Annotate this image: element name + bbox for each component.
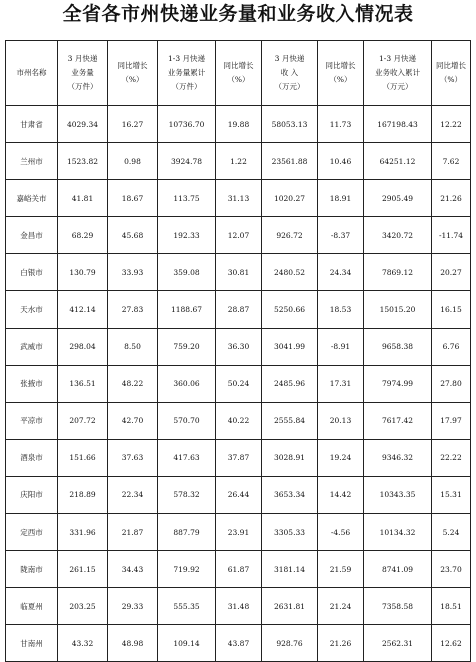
column-header-line: 同比增长	[223, 61, 254, 70]
value-cell: 23.91	[216, 514, 262, 551]
value-cell: 7358.58	[364, 588, 432, 625]
region-name-cell: 天水市	[6, 291, 58, 328]
column-header	[108, 41, 158, 106]
value-cell: 40.22	[216, 402, 262, 439]
column-header-line: （%）	[439, 75, 463, 84]
column-header	[58, 41, 108, 106]
value-cell: 412.14	[58, 291, 108, 328]
value-cell: 12.07	[216, 217, 262, 254]
region-name-cell: 武威市	[6, 328, 58, 365]
value-cell: 2485.96	[262, 365, 318, 402]
value-cell: 9658.38	[364, 328, 432, 365]
value-cell: 16.15	[432, 291, 471, 328]
value-cell: 22.34	[108, 476, 158, 513]
value-cell: 3305.33	[262, 514, 318, 551]
value-cell: 926.72	[262, 217, 318, 254]
table-row	[6, 514, 471, 551]
value-cell: 21.87	[108, 514, 158, 551]
value-cell: 9346.32	[364, 439, 432, 476]
value-cell: 218.89	[58, 476, 108, 513]
value-cell: 17.97	[432, 402, 471, 439]
value-cell: 15015.20	[364, 291, 432, 328]
value-cell: 10.46	[318, 143, 364, 180]
value-cell: 48.98	[108, 625, 158, 662]
value-cell: 45.68	[108, 217, 158, 254]
value-cell: 33.93	[108, 254, 158, 291]
value-cell: 1523.82	[58, 143, 108, 180]
value-cell: 64251.12	[364, 143, 432, 180]
value-cell: 2562.31	[364, 625, 432, 662]
value-cell: 12.62	[432, 625, 471, 662]
value-cell: 61.87	[216, 551, 262, 588]
value-cell: 37.87	[216, 439, 262, 476]
value-cell: 41.81	[58, 180, 108, 217]
column-header-line: 1-3 月快递	[379, 54, 416, 63]
value-cell: 21.24	[318, 588, 364, 625]
table-row	[6, 328, 471, 365]
table-row	[6, 291, 471, 328]
value-cell: 30.81	[216, 254, 262, 291]
column-header-line: 市州名称	[16, 68, 47, 77]
column-header-line: （万元）	[274, 82, 305, 91]
value-cell: 17.31	[318, 365, 364, 402]
value-cell: 359.08	[158, 254, 216, 291]
column-header-line: 3 月快递	[274, 54, 305, 63]
region-name-cell: 甘南州	[6, 625, 58, 662]
value-cell: 20.13	[318, 402, 364, 439]
column-header-line: 同比增长	[117, 61, 148, 70]
column-header-line: （万元）	[382, 82, 413, 91]
value-cell: 21.59	[318, 551, 364, 588]
column-header-line: 业务量累计	[167, 68, 206, 77]
value-cell: 14.42	[318, 476, 364, 513]
value-cell: 4029.34	[58, 106, 108, 143]
table-header	[6, 41, 471, 106]
region-name-cell: 金昌市	[6, 217, 58, 254]
table-row	[6, 402, 471, 439]
value-cell: 136.51	[58, 365, 108, 402]
column-header-line: 同比增长	[436, 61, 466, 70]
value-cell: 3420.72	[364, 217, 432, 254]
column-header	[6, 41, 58, 106]
value-cell: 29.33	[108, 588, 158, 625]
table-row	[6, 476, 471, 513]
column-header	[364, 41, 432, 106]
value-cell: 719.92	[158, 551, 216, 588]
value-cell: 23561.88	[262, 143, 318, 180]
value-cell: 43.87	[216, 625, 262, 662]
value-cell: 928.76	[262, 625, 318, 662]
value-cell: 48.22	[108, 365, 158, 402]
column-header-line: （万件）	[67, 82, 98, 91]
value-cell: 759.20	[158, 328, 216, 365]
table-row	[6, 625, 471, 662]
value-cell: 10343.35	[364, 476, 432, 513]
value-cell: 11.73	[318, 106, 364, 143]
column-header-line: 业务收入累计	[375, 68, 420, 77]
value-cell: 5250.66	[262, 291, 318, 328]
value-cell: 23.70	[432, 551, 471, 588]
value-cell: 7617.42	[364, 402, 432, 439]
value-cell: -11.74	[432, 217, 471, 254]
value-cell: 2905.49	[364, 180, 432, 217]
value-cell: 2555.84	[262, 402, 318, 439]
column-header-line: 3 月快递	[67, 54, 98, 63]
value-cell: 24.34	[318, 254, 364, 291]
value-cell: 27.80	[432, 365, 471, 402]
value-cell: 19.88	[216, 106, 262, 143]
value-cell: 8741.09	[364, 551, 432, 588]
value-cell: 0.98	[108, 143, 158, 180]
table-body	[6, 106, 471, 662]
value-cell: 3041.99	[262, 328, 318, 365]
region-name-cell: 定西市	[6, 514, 58, 551]
value-cell: 7.62	[432, 143, 471, 180]
region-name-cell: 兰州市	[6, 143, 58, 180]
value-cell: 887.79	[158, 514, 216, 551]
value-cell: 10134.32	[364, 514, 432, 551]
value-cell: 34.43	[108, 551, 158, 588]
value-cell: 22.22	[432, 439, 471, 476]
value-cell: 20.27	[432, 254, 471, 291]
value-cell: 2631.81	[262, 588, 318, 625]
value-cell: 7869.12	[364, 254, 432, 291]
page-title: 全省各市州快递业务量和业务收入情况表	[62, 3, 414, 25]
value-cell: 50.24	[216, 365, 262, 402]
value-cell: 570.70	[158, 402, 216, 439]
value-cell: 1.22	[216, 143, 262, 180]
table-row	[6, 551, 471, 588]
value-cell: 113.75	[158, 180, 216, 217]
value-cell: 31.48	[216, 588, 262, 625]
value-cell: 58053.13	[262, 106, 318, 143]
value-cell: 167198.43	[364, 106, 432, 143]
value-cell: 42.70	[108, 402, 158, 439]
value-cell: 555.35	[158, 588, 216, 625]
column-header	[318, 41, 364, 106]
value-cell: 18.67	[108, 180, 158, 217]
column-header-line: 同比增长	[325, 61, 356, 70]
region-name-cell: 张掖市	[6, 365, 58, 402]
column-header-line: 业务量	[71, 68, 94, 77]
region-name-cell: 临夏州	[6, 588, 58, 625]
column-header	[262, 41, 318, 106]
value-cell: 10736.70	[158, 106, 216, 143]
value-cell: 8.50	[108, 328, 158, 365]
table-row	[6, 588, 471, 625]
column-header-line: 1-3 月快递	[168, 54, 205, 63]
value-cell: 207.72	[58, 402, 108, 439]
region-name-cell: 白银市	[6, 254, 58, 291]
region-name-cell: 甘肃省	[6, 106, 58, 143]
value-cell: 261.15	[58, 551, 108, 588]
table-row	[6, 180, 471, 217]
value-cell: 21.26	[318, 625, 364, 662]
value-cell: 3653.34	[262, 476, 318, 513]
value-cell: -8.37	[318, 217, 364, 254]
column-header	[432, 41, 471, 106]
table-row	[6, 217, 471, 254]
value-cell: 1188.67	[158, 291, 216, 328]
value-cell: 151.66	[58, 439, 108, 476]
table-row	[6, 143, 471, 180]
value-cell: 417.63	[158, 439, 216, 476]
value-cell: 36.30	[216, 328, 262, 365]
value-cell: 3028.91	[262, 439, 318, 476]
header-row	[6, 41, 471, 106]
value-cell: 37.63	[108, 439, 158, 476]
value-cell: -8.91	[318, 328, 364, 365]
value-cell: 16.27	[108, 106, 158, 143]
value-cell: 578.32	[158, 476, 216, 513]
table-row	[6, 439, 471, 476]
column-header-line: 收 入	[280, 68, 299, 77]
value-cell: 21.26	[432, 180, 471, 217]
value-cell: 192.33	[158, 217, 216, 254]
value-cell: -4.56	[318, 514, 364, 551]
column-header-line: （%）	[329, 75, 352, 84]
value-cell: 12.22	[432, 106, 471, 143]
value-cell: 43.32	[58, 625, 108, 662]
region-name-cell: 嘉峪关市	[6, 180, 58, 217]
value-cell: 68.29	[58, 217, 108, 254]
value-cell: 15.31	[432, 476, 471, 513]
value-cell: 19.24	[318, 439, 364, 476]
value-cell: 6.76	[432, 328, 471, 365]
value-cell: 3181.14	[262, 551, 318, 588]
column-header-line: （%）	[121, 75, 144, 84]
column-header	[216, 41, 262, 106]
region-name-cell: 平凉市	[6, 402, 58, 439]
table-row	[6, 106, 471, 143]
value-cell: 331.96	[58, 514, 108, 551]
value-cell: 109.14	[158, 625, 216, 662]
column-header	[158, 41, 216, 106]
value-cell: 28.87	[216, 291, 262, 328]
value-cell: 27.83	[108, 291, 158, 328]
value-cell: 5.24	[432, 514, 471, 551]
table-row	[6, 254, 471, 291]
value-cell: 2480.52	[262, 254, 318, 291]
value-cell: 1020.27	[262, 180, 318, 217]
column-header-line: （%）	[227, 75, 250, 84]
value-cell: 3924.78	[158, 143, 216, 180]
region-name-cell: 酒泉市	[6, 439, 58, 476]
value-cell: 298.04	[58, 328, 108, 365]
express-stats-table	[5, 40, 471, 662]
value-cell: 18.53	[318, 291, 364, 328]
region-name-cell: 陇南市	[6, 551, 58, 588]
region-name-cell: 庆阳市	[6, 476, 58, 513]
value-cell: 203.25	[58, 588, 108, 625]
table-row	[6, 365, 471, 402]
value-cell: 26.44	[216, 476, 262, 513]
column-header-line: （万件）	[171, 82, 202, 91]
value-cell: 130.79	[58, 254, 108, 291]
value-cell: 7974.99	[364, 365, 432, 402]
value-cell: 18.51	[432, 588, 471, 625]
value-cell: 18.91	[318, 180, 364, 217]
value-cell: 31.13	[216, 180, 262, 217]
value-cell: 360.06	[158, 365, 216, 402]
